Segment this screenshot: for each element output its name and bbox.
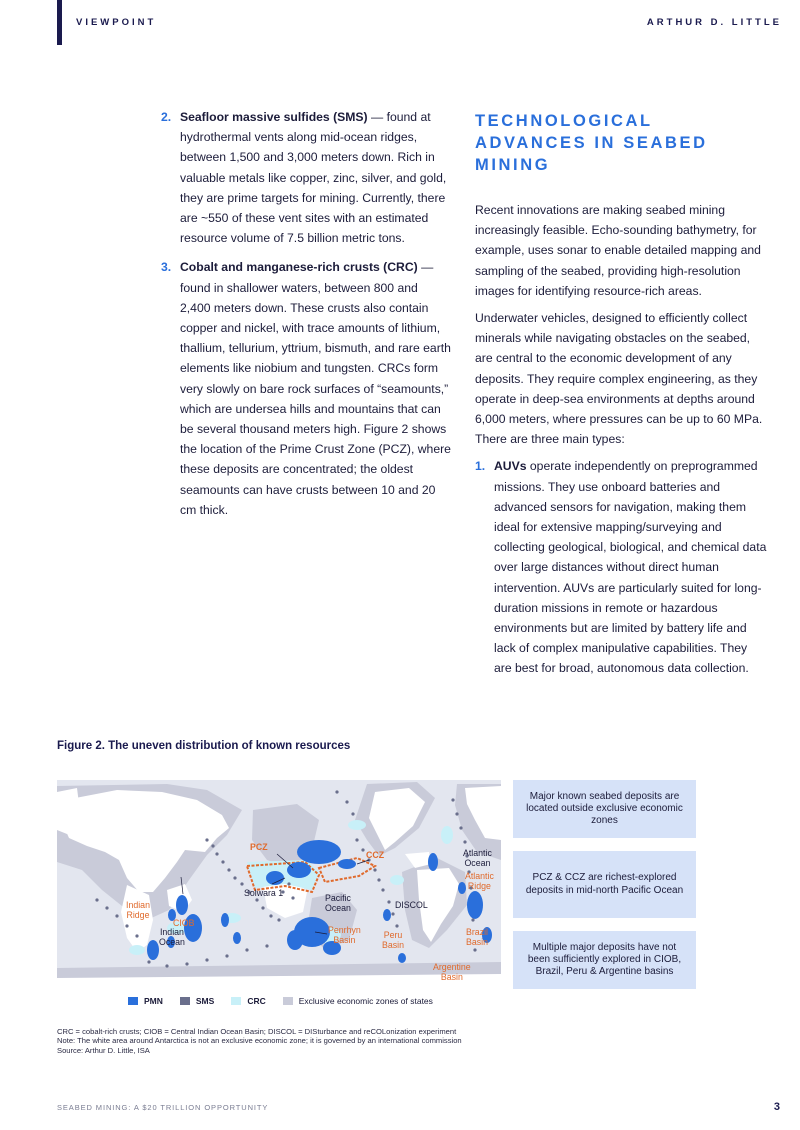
map-legend — [128, 995, 450, 1007]
legend-swatch-pmn — [128, 997, 138, 1005]
world-map — [57, 780, 501, 990]
brand-name: ARTHUR D. LITTLE — [646, 17, 782, 28]
item-body: — found at hydrothermal vents along mid-ocean ridges, between 1,500 and 3,000 meters down. Rich in valuable metals like copper, zinc, silver, and gold, they are prime targets for mining. Currently, there are ~550 of these vent sites with an estimated resource volume of 7.5 billion metric tons. — [180, 110, 447, 246]
legend-label-eez: Exclusive economic zones of states — [298, 996, 433, 1006]
note-antarctica: Note: The white area around Antarctica is not an exclusive economic zone; it is governed by an international commission — [57, 1036, 462, 1046]
callout-unexplored: Multiple major deposits have not been sufficiently explored in CIOB, Brazil, Peru & Argentine basins — [513, 931, 696, 989]
map-label-brazil-basin: Brazil Basin — [466, 927, 489, 947]
figure-title: Figure 2. The uneven distribution of known resources — [57, 740, 351, 752]
item-heading: Cobalt and manganese-rich crusts (CRC) — [180, 260, 418, 275]
legend-swatch-sms — [180, 997, 190, 1005]
section-title: TECHNOLOGICAL ADVANCES IN SEABED MINING — [475, 112, 708, 174]
legend-label-crc: CRC — [247, 996, 266, 1006]
list-item-auvs — [475, 456, 767, 678]
map-label-peru-basin: Peru Basin — [382, 930, 405, 950]
callout-pcz-ccz: PCZ & CCZ are richest-explored deposits in mid-north Pacific Ocean — [513, 851, 696, 918]
paragraph-intro: Recent innovations are making seabed mining increasingly feasible. Echo-sounding bathymetry, for example, uses sonar to enable detailed mapping and sampling of the seabed, providing high-resolution images for identifying resource-rich areas. — [475, 203, 761, 298]
note-source: Source: Arthur D. Little, ISA — [57, 1045, 150, 1055]
item-heading: Seafloor massive sulfides (SMS) — [180, 110, 368, 124]
world-map-graphic — [57, 780, 501, 990]
right-column — [475, 107, 767, 688]
map-label-solwara: Solwara 1 — [244, 888, 284, 898]
note-abbreviations: CRC = cobalt-rich crusts; CIOB = Central Indian Ocean Basin; DISCOL = DISturbance and reCOLonization experiment — [57, 1027, 457, 1036]
section-label: VIEWPOINT — [76, 17, 157, 28]
map-label-argentine-basin: Argentine Basin — [433, 962, 471, 982]
header-accent-bar — [57, 0, 62, 45]
figure-notes — [57, 1027, 462, 1055]
legend-swatch-eez — [283, 997, 293, 1005]
item-heading: AUVs — [494, 459, 527, 474]
left-column — [161, 107, 451, 529]
paragraph-vehicles: Underwater vehicles, designed to efficiently collect minerals while navigating obstacles on the seabed, are central to the economic development of any deposits. They require complex engineering, as they operate in deep-sea environments at depths around 6,000 meters, where pressures can be up to 60 MPa. There are three main types: — [475, 311, 763, 447]
footer-title: SEABED MINING: A $20 TRILLION OPPORTUNITY — [57, 1103, 269, 1112]
map-label-atlantic-ocean: Atlantic Ocean — [463, 848, 492, 868]
item-body: — found in shallower waters, between 800 and 2,400 meters down. These crusts also contain copper and nickel, with trace amounts of lithium, thallium, tellurium, yttrium, bismuth, and rare earth elements like niobium and tungsten. CRCs form very slowly on bare rock surfaces of “seamounts,” which are undersea hills and mountains that can be several thousand meters high. Figure 2 shows the location of the Prime Crust Zone (PCZ), where these deposits are concentrated; the oldest seamounts can have crusts between 10 and 20 cm thick. — [180, 260, 451, 517]
legend-label-pmn: PMN — [144, 996, 163, 1006]
callout-outside-eez: Major known seabed deposits are located outside exclusive economic zones — [513, 780, 696, 838]
map-label-pcz: PCZ — [250, 842, 268, 852]
list-item-crc — [161, 257, 451, 520]
map-label-atlantic-ridge: Atlantic Ridge — [465, 871, 494, 891]
map-label-ccz: CCZ — [366, 850, 385, 860]
legend-swatch-crc — [231, 997, 241, 1005]
map-label-discol: DISCOL — [395, 900, 428, 910]
item-number: 2. — [161, 110, 172, 124]
map-label-indian-ocean: Indian Ocean — [159, 927, 185, 947]
legend-label-sms: SMS — [195, 996, 215, 1006]
list-item-sms — [161, 107, 451, 248]
item-number: 1. — [475, 459, 486, 474]
item-body: operate independently on preprogrammed missions. They use onboard batteries and advanced sensors for navigation, making them ideal for extensive mapping/surveying and collecting geological, biological, and chemical data over large distances without direct human intervention. AUVs are particularly suited for long-duration missions in remote or hazardous environments but are limited by battery life and lack of complex manipulative capabilities. They are best for broad, autonomous data collection. — [494, 459, 767, 676]
map-label-indian-ridge: Indian Ridge — [126, 900, 150, 920]
map-label-ciob: CIOB — [173, 918, 195, 928]
item-number: 3. — [161, 260, 172, 275]
map-label-pacific-ocean: Pacific Ocean — [325, 893, 351, 913]
page-number: 3 — [773, 1101, 780, 1113]
map-label-penrhyn-basin: Penrhyn Basin — [328, 925, 361, 945]
